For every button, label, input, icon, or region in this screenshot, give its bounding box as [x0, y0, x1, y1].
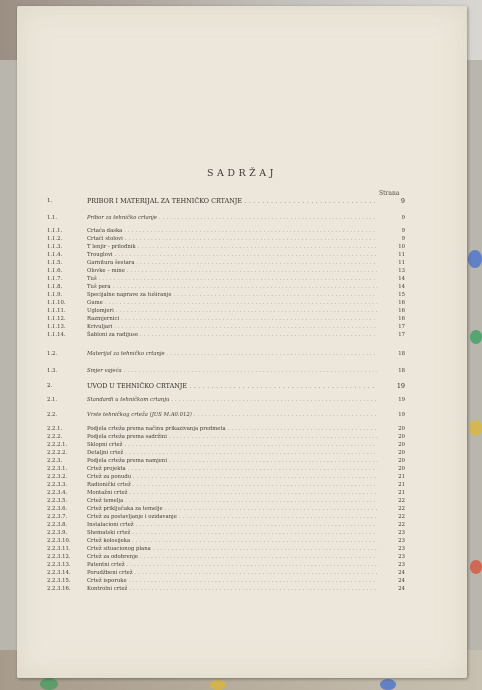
toc-entry-label: Porudžbeni crtež . . .	[87, 569, 377, 577]
toc-entry-page: 23	[398, 538, 405, 544]
toc-entry-number: 1.1.7.	[47, 276, 63, 282]
toc-entry-number: 2.2.3.1.	[47, 466, 68, 472]
toc-entry-label: Patentni crtež . . .	[87, 561, 377, 569]
toc-entry-label: Trouglovi . . .	[87, 251, 377, 259]
toc-entry-label: Shematski crtež . . .	[87, 529, 377, 537]
toc-entry-page: 15	[398, 292, 405, 298]
toc-entry-label: Radionički crtež . . .	[87, 481, 377, 489]
toc-entry-page: 20	[398, 442, 405, 448]
toc-entry	[17, 411, 467, 419]
toc-entry-label: Crtež temelja . . .	[87, 497, 377, 505]
toc-entry-page: 16	[398, 300, 405, 306]
toc-entry-page: 23	[398, 562, 405, 568]
toc-entry	[17, 585, 467, 593]
toc-entry	[17, 367, 467, 375]
toc-entry	[17, 449, 467, 457]
toc-entry	[17, 396, 467, 404]
toc-entry-label: Gume . . .	[87, 299, 377, 307]
toc-entry	[17, 489, 467, 497]
toc-entry-number: 2.2.	[47, 412, 58, 418]
toc-entry-number: 2.2.3.10.	[47, 538, 71, 544]
toc-entry-number: 2.2.3.	[47, 458, 63, 464]
toc-entry	[17, 291, 467, 299]
toc-entry	[17, 283, 467, 291]
toc-entry-number: 1.1.8.	[47, 284, 63, 290]
toc-entry-page: 20	[398, 450, 405, 456]
toc-entry-number: 2.	[47, 383, 53, 389]
toc-entry-number: 1.1.	[47, 215, 58, 221]
toc-entry-page: 20	[398, 466, 405, 472]
toc-entry-label: Crtež za postavljanje i ozidavanje . . .	[87, 513, 377, 521]
toc-entry-number: 1.1.12.	[47, 316, 66, 322]
toc-entry-label: Šabloni za radijuse . . .	[87, 331, 377, 339]
toc-entry	[17, 497, 467, 505]
toc-entry-page: 22	[398, 498, 405, 504]
toc-entry	[17, 481, 467, 489]
toc-entry-number: 2.2.3.16.	[47, 586, 71, 592]
toc-entry-label: Podjela crteža prema namjeni . . .	[87, 457, 377, 465]
toc-entry-page: 19	[398, 397, 405, 403]
toc-entry	[17, 457, 467, 465]
toc-entry	[17, 235, 467, 243]
toc-entry	[17, 473, 467, 481]
toc-entry-number: 2.2.2.2.	[47, 450, 68, 456]
toc-entry	[17, 561, 467, 569]
toc-entry	[17, 331, 467, 339]
toc-entry	[17, 227, 467, 235]
toc-entry-number: 1.1.9.	[47, 292, 63, 298]
toc-entry-page: 13	[398, 268, 405, 274]
toc-entry-page: 14	[398, 284, 405, 290]
toc-entry-page: 17	[398, 324, 405, 330]
toc-entry	[17, 521, 467, 529]
toc-entry-number: 2.1.	[47, 397, 58, 403]
toc-entry	[17, 537, 467, 545]
toc-entry-label: Uglomjeri . . .	[87, 307, 377, 315]
toc-entry-number: 1.1.2.	[47, 236, 63, 242]
toc-entry	[17, 275, 467, 283]
toc-entry-label: Smjer vajeća . . .	[87, 367, 377, 375]
toc-entry-page: 20	[398, 458, 405, 464]
toc-entry-page: 20	[398, 434, 405, 440]
toc-entry-label: UVOD U TEHNIČKO CRTANJE . . .	[87, 382, 377, 390]
toc-entry-number: 2.2.3.9.	[47, 530, 68, 536]
toc-entry-page: 19	[396, 382, 405, 390]
toc-entry-label: Garnitura šestara . . .	[87, 259, 377, 267]
toc-entry-label: Tuš pera . . .	[87, 283, 377, 291]
toc-entry-label: Podjela crteža prema sadržini . . .	[87, 433, 377, 441]
toc-entry-page: 9	[401, 215, 405, 221]
book-page	[17, 6, 467, 678]
toc-entry-number: 1.1.4.	[47, 252, 63, 258]
toc-entry-number: 2.2.3.12.	[47, 554, 71, 560]
background-spot	[380, 679, 396, 690]
toc-entry-page: 20	[398, 426, 405, 432]
toc-entry	[17, 553, 467, 561]
toc-entry	[17, 315, 467, 323]
toc-entry-page: 19	[398, 412, 405, 418]
toc-entry-number: 1.1.5.	[47, 260, 63, 266]
toc-entry-label: Standardi u tehničkom crtanju . . .	[87, 396, 377, 404]
toc-entry-label: Specijalne naprave za tuširanje . . .	[87, 291, 377, 299]
toc-entry-number: 1.	[47, 198, 53, 204]
toc-entry-page: 21	[398, 482, 405, 488]
toc-entry	[17, 513, 467, 521]
toc-entry-label: Tuš . . .	[87, 275, 377, 283]
toc-entry-page: 23	[398, 546, 405, 552]
toc-entry-label: Vrste tehničkog crteža (JUS M.A0.012) . . .	[87, 411, 377, 419]
toc-entry-label: T lenjir - prilođnik . . .	[87, 243, 377, 251]
toc-entry	[17, 382, 467, 390]
toc-entry-page: 11	[398, 252, 405, 258]
background-spot	[470, 560, 482, 574]
toc-entry-number: 2.2.3.7.	[47, 514, 68, 520]
toc-entry-number: 2.2.3.14.	[47, 570, 71, 576]
toc-entry-label: Podjela crteža prema načinu prikazivanja predmeta . . .	[87, 425, 377, 433]
toc-entry	[17, 350, 467, 358]
toc-entry	[17, 529, 467, 537]
toc-entry-page: 17	[398, 332, 405, 338]
toc-entry-page: 10	[398, 244, 405, 250]
toc-entry	[17, 569, 467, 577]
toc-entry-page: 21	[398, 474, 405, 480]
toc-entry-label: Crtež projekta . . .	[87, 465, 377, 473]
toc-entry-label: Crtaći stolovi . . .	[87, 235, 377, 243]
background-spot	[40, 678, 58, 690]
page-column-header: Strana	[379, 190, 400, 197]
toc-entry	[17, 465, 467, 473]
toc-entry	[17, 425, 467, 433]
toc-entry-number: 2.2.3.6.	[47, 506, 68, 512]
background-spot	[468, 250, 482, 268]
page-title: SADRŽAJ	[207, 168, 277, 179]
toc-entry-page: 22	[398, 506, 405, 512]
background-spot	[470, 330, 482, 344]
toc-entry-label: Crtež kolosijeka . . .	[87, 537, 377, 545]
toc-entry-number: 2.2.2.1.	[47, 442, 68, 448]
toc-entry-label: Kontrolni crtež . . .	[87, 585, 377, 593]
toc-entry-page: 22	[398, 522, 405, 528]
toc-entry-number: 1.1.6.	[47, 268, 63, 274]
toc-entry	[17, 259, 467, 267]
toc-entry	[17, 505, 467, 513]
toc-entry-page: 23	[398, 530, 405, 536]
toc-entry-number: 1.1.14.	[47, 332, 66, 338]
toc-entry-number: 1.1.13.	[47, 324, 66, 330]
toc-entry-label: Crtež za ponudu . . .	[87, 473, 377, 481]
toc-entry-page: 9	[401, 236, 405, 242]
toc-entry-number: 2.2.2.	[47, 434, 63, 440]
toc-entry	[17, 267, 467, 275]
toc-entry-number: 2.2.3.11.	[47, 546, 71, 552]
toc-entry	[17, 299, 467, 307]
toc-entry-label: Crtež isporuke . . .	[87, 577, 377, 585]
toc-entry-number: 2.2.1.	[47, 426, 63, 432]
background-spot	[210, 680, 226, 690]
toc-entry-number: 1.1.10.	[47, 300, 66, 306]
toc-entry-label: Crtaća daska . . .	[87, 227, 377, 235]
toc-entry-page: 9	[400, 197, 405, 205]
toc-entry	[17, 545, 467, 553]
toc-entry	[17, 577, 467, 585]
toc-entry	[17, 243, 467, 251]
toc-entry-label: Montažni crtež . . .	[87, 489, 377, 497]
toc-entry-number: 2.2.3.15.	[47, 578, 71, 584]
toc-entry	[17, 441, 467, 449]
toc-entry-label: PRIBOR I MATERIJAL ZA TEHNIČKO CRTANJE . . .	[87, 197, 377, 205]
toc-entry-label: Detaljni crtež . . .	[87, 449, 377, 457]
toc-entry-number: 1.1.11.	[47, 308, 66, 314]
toc-entry-number: 2.2.3.3.	[47, 482, 68, 488]
toc-entry	[17, 214, 467, 222]
toc-entry-number: 2.2.3.4.	[47, 490, 68, 496]
toc-entry-label: Olovke – mine . . .	[87, 267, 377, 275]
toc-entry-label: Crtež situacionog plana . . .	[87, 545, 377, 553]
toc-entry-page: 21	[398, 490, 405, 496]
toc-entry-label: Pribor za tehničko crtanje . . .	[87, 214, 377, 222]
toc-entry-page: 18	[398, 351, 405, 357]
toc-entry-label: Sklopni crtež . . .	[87, 441, 377, 449]
toc-entry-number: 1.2.	[47, 351, 58, 357]
toc-entry-page: 22	[398, 514, 405, 520]
toc-entry	[17, 433, 467, 441]
toc-entry-number: 2.2.3.2.	[47, 474, 68, 480]
toc-entry-page: 14	[398, 276, 405, 282]
toc-entry-page: 11	[398, 260, 405, 266]
toc-entry-page: 24	[398, 586, 405, 592]
toc-entry	[17, 251, 467, 259]
toc-entry-label: Instalacioni crtež . . .	[87, 521, 377, 529]
toc-entry-number: 2.2.3.13.	[47, 562, 71, 568]
toc-entry-label: Crtež za odobrenje . . .	[87, 553, 377, 561]
toc-entry	[17, 307, 467, 315]
toc-entry-page: 16	[398, 316, 405, 322]
toc-entry-label: Razmjernici . . .	[87, 315, 377, 323]
toc-entry-label: Materijal za tehničko crtanje . . .	[87, 350, 377, 358]
toc-entry-number: 2.2.3.8.	[47, 522, 68, 528]
background-spot	[469, 420, 482, 436]
toc-entry-label: Crtež priključaka za temelje . . .	[87, 505, 377, 513]
toc-entry-number: 1.1.3.	[47, 244, 63, 250]
toc-entry-page: 18	[398, 368, 405, 374]
toc-entry-page: 24	[398, 570, 405, 576]
toc-entry-page: 23	[398, 554, 405, 560]
toc-entry-label: Krivuljari . . .	[87, 323, 377, 331]
toc-entry	[17, 197, 467, 205]
toc-entry-number: 2.2.3.5.	[47, 498, 68, 504]
toc-entry-page: 16	[398, 308, 405, 314]
toc-entry-number: 1.3.	[47, 368, 58, 374]
toc-entry-page: 24	[398, 578, 405, 584]
toc-entry-number: 1.1.1.	[47, 228, 63, 234]
toc-entry	[17, 323, 467, 331]
toc-entry-page: 9	[401, 228, 405, 234]
